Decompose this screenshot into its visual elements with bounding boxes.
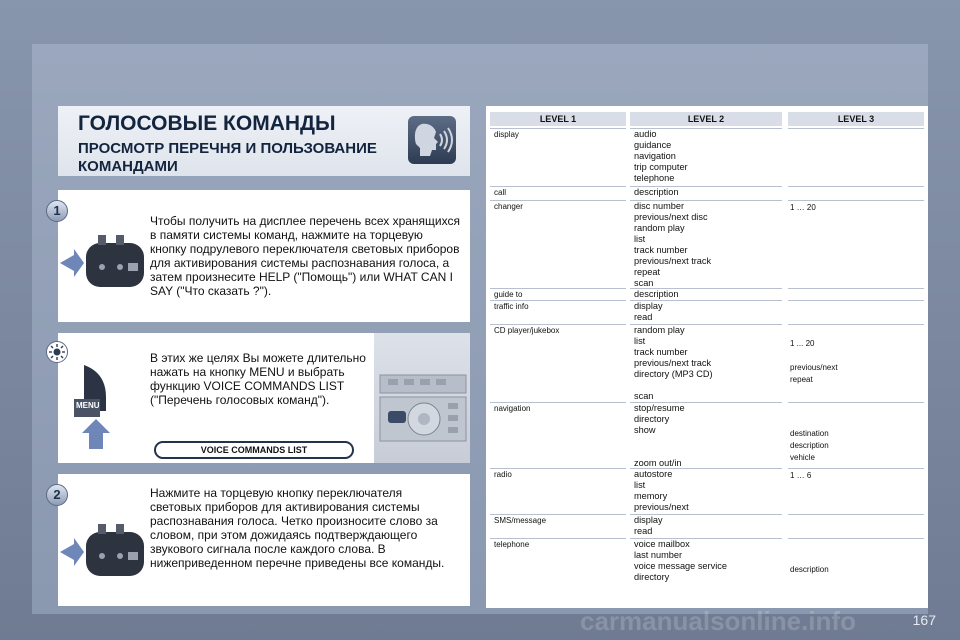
level-3-command: destination <box>790 429 829 438</box>
header-level-2: LEVEL 2 <box>630 112 782 126</box>
level-2-command: disc number <box>634 201 685 211</box>
level-3-command: 1 ... 20 <box>790 339 815 348</box>
level-3-command: description <box>790 565 829 574</box>
level-2-command: guidance <box>634 140 672 150</box>
level-2-command: directory (MP3 CD) <box>634 369 713 379</box>
level-2-command: previous/next disc <box>634 212 708 222</box>
table-row-divider <box>788 300 924 301</box>
level-2-command: zoom out/in <box>634 458 682 468</box>
step-1-badge: 1 <box>46 200 68 222</box>
header-level-1: LEVEL 1 <box>490 112 626 126</box>
level-2-command: previous/next track <box>634 256 712 266</box>
table-row-divider <box>788 468 924 469</box>
level-2-command: voice message service <box>634 561 727 571</box>
table-row-divider <box>788 186 924 187</box>
level-2-command: navigation <box>634 151 676 161</box>
table-row-divider <box>490 402 626 403</box>
table-row-divider <box>788 288 924 289</box>
level-2-command: list <box>634 234 646 244</box>
level-2-command: directory <box>634 572 670 582</box>
table-row-divider <box>490 514 626 515</box>
level-2-command: directory <box>634 414 670 424</box>
level-2-command: track number <box>634 245 688 255</box>
level-2-command: previous/next <box>634 502 689 512</box>
table-row-divider <box>490 300 626 301</box>
level-2-command: previous/next track <box>634 358 712 368</box>
step-2-text: Нажмите на торцевую кнопку переключателя световых приборов для активирования системы распознавания голоса. Четко произносите слово за словом, при этом дожидаясь подтверждающего звукового сигнала после каждого слова. В нижеприведенном перечне приведены все команды. <box>150 486 445 570</box>
table-row-divider <box>490 186 626 187</box>
level-3-command: 1 … 20 <box>790 203 816 212</box>
level-2-command: read <box>634 526 653 536</box>
voice-commands-list-screen: VOICE COMMANDS LIST <box>154 441 354 459</box>
level-2-command: voice mailbox <box>634 539 690 549</box>
table-row-divider <box>788 402 924 403</box>
level-2-command: show <box>634 425 656 435</box>
table-row-divider <box>490 538 626 539</box>
menu-label: MENU <box>76 401 100 410</box>
level-2-command: random play <box>634 325 685 335</box>
level-2-command: telephone <box>634 173 675 183</box>
table-row-divider <box>490 468 626 469</box>
table-row-divider <box>490 288 626 289</box>
column-level-2 <box>630 112 782 602</box>
level-2-command: read <box>634 312 653 322</box>
level-2-command: repeat <box>634 267 661 277</box>
level-1-command: CD player/jukebox <box>494 326 560 335</box>
step-1-panel <box>53 190 470 322</box>
level-2-command: list <box>634 480 646 490</box>
level-2-command: trip computer <box>634 162 688 172</box>
level-3-command: vehicle <box>790 453 815 462</box>
level-2-command: last number <box>634 550 683 560</box>
level-1-command: navigation <box>494 404 531 413</box>
light-stalk-illustration <box>58 504 148 594</box>
level-1-command: traffic info <box>494 302 529 311</box>
page-subtitle: ПРОСМОТР ПЕРЕЧНЯ И ПОЛЬЗОВАНИЕ КОМАНДАМИ <box>78 140 377 175</box>
step-2-badge: 2 <box>46 484 68 506</box>
level-2-command: stop/resume <box>634 403 685 413</box>
watermark: carmanualsonline.info <box>580 606 856 636</box>
level-2-command: audio <box>634 129 657 139</box>
level-1-command: call <box>494 188 507 197</box>
level-2-command: autostore <box>634 469 673 479</box>
level-2-command: display <box>634 301 663 311</box>
page-number: 167 <box>912 612 936 628</box>
level-2-command: memory <box>634 491 668 501</box>
table-row-divider <box>788 324 924 325</box>
level-2-command: description <box>634 187 679 197</box>
voice-commands-table <box>486 106 928 608</box>
level-1-command: changer <box>494 202 523 211</box>
table-row-divider <box>490 324 626 325</box>
level-1-command: radio <box>494 470 512 479</box>
level-3-command: repeat <box>790 375 813 384</box>
tip-icon <box>46 341 68 363</box>
tip-text: В этих же целях Вы можете длительно нажать на кнопку MENU и выбрать функцию VOICE COMMANDS LIST ("Перечень голосовых команд"). <box>150 351 366 407</box>
header-level-3: LEVEL 3 <box>788 112 924 126</box>
tip-panel <box>58 333 470 463</box>
level-3-command: previous/next <box>790 363 838 372</box>
menu-button-illustration <box>66 363 146 453</box>
radio-control-panel-illustration <box>374 333 470 463</box>
table-row-divider <box>788 128 924 129</box>
level-2-command: description <box>634 289 679 299</box>
column-level-3 <box>788 112 924 602</box>
step-1-text: Чтобы получить на дисплее перечень всех хранящихся в памяти системы команд, нажмите на торцевую кнопку подрулевого переключателя световых приборов для активирования системы распознавания голоса, а затем произнесите HELP ("Помощь") или WHAT CAN I SAY ("Что сказать ?"). <box>150 214 460 298</box>
level-1-command: guide to <box>494 290 523 299</box>
level-2-command: scan <box>634 278 654 288</box>
level-3-command: 1 … 6 <box>790 471 812 480</box>
level-1-command: telephone <box>494 540 530 549</box>
level-2-command: scan <box>634 391 654 401</box>
level-2-command: display <box>634 515 663 525</box>
table-row-divider <box>788 514 924 515</box>
column-level-1 <box>490 112 626 602</box>
level-1-command: display <box>494 130 519 139</box>
table-row-divider <box>788 538 924 539</box>
page-title: ГОЛОСОВЫЕ КОМАНДЫ <box>78 112 336 135</box>
level-2-command: list <box>634 336 646 346</box>
level-2-command: random play <box>634 223 685 233</box>
table-row-divider <box>490 200 626 201</box>
level-2-command: track number <box>634 347 688 357</box>
voice-command-icon <box>408 116 456 164</box>
step-2-panel <box>53 474 470 606</box>
table-row-divider <box>788 200 924 201</box>
level-1-command: SMS/message <box>494 516 547 525</box>
title-panel <box>58 106 470 176</box>
level-3-command: description <box>790 441 829 450</box>
table-row-divider <box>490 128 626 129</box>
light-stalk-illustration <box>58 215 148 305</box>
